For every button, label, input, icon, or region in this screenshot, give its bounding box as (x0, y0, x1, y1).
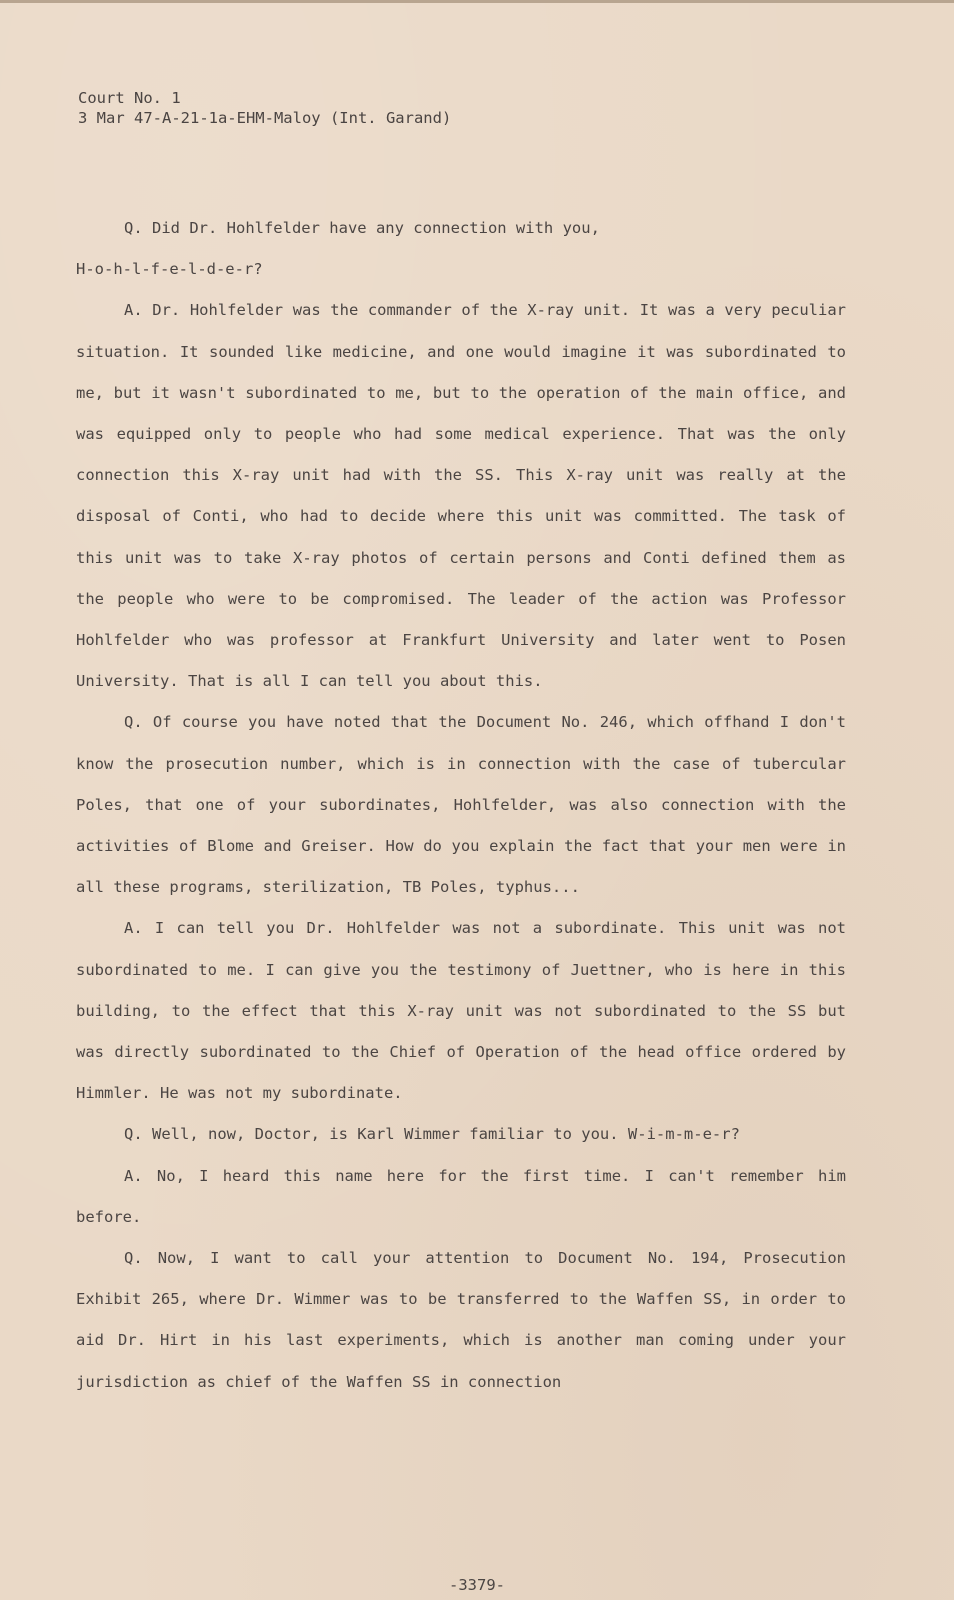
answer-wimmer: A. No, I heard this name here for the first time. I can't remember him before. (76, 1166, 846, 1226)
question-document-194: Q. Now, I want to call your attention to Document No. 194, Prosecution Exhibit 265, where Dr. Wimmer was to be transferred to the Waffen SS, in order to aid Dr. Hirt in his last experiments, which is another man coming under your jurisdiction as chief of the Waffen SS in connection (76, 1249, 846, 1391)
spelling-hohlfelder: H-o-h-l-f-e-l-d-e-r? (76, 260, 263, 279)
question-document-246: Q. Of course you have noted that the Document No. 246, which offhand I don't know the prosecution number, which is in connection with the case of tubercular Poles, that one of your subordinates, Hohlfelder, was also connection with the activities of Blome and Greiser. How do you explain the fact that your men were in all these programs, sterilization, TB Poles, typhus... (76, 713, 846, 897)
page-number: -3379- (449, 1576, 505, 1594)
answer-not-subordinate: A. I can tell you Dr. Hohlfelder was not a subordinate. This unit was not subordinated to me. I can give you the testimony of Juettner, who is here in this building, to the effect that this X-ray unit was not subordinated to the SS but was directly subordinated to the Chief of Operation of the head office ordered by Himmler. He was not my subordinate. (76, 919, 846, 1103)
document-header (78, 88, 451, 128)
page-top-edge (0, 0, 954, 3)
session-line: 3 Mar 47-A-21-1a-EHM-Maloy (Int. Garand) (78, 109, 452, 127)
question-hohlfelder: Q. Did Dr. Hohlfelder have any connection with you, (124, 219, 600, 237)
question-wimmer: Q. Well, now, Doctor, is Karl Wimmer familiar to you. W-i-m-m-e-r? (124, 1125, 740, 1144)
transcript-body (76, 208, 846, 1403)
answer-xray-unit: A. Dr. Hohlfelder was the commander of the X-ray unit. It was a very peculiar situation. It sounded like medicine, and one would imagine it was subordinated to me, but it wasn't subordinated to me, but to the operation of the main office, and was equipped only to people who had some medical experience. That was the only connection this X-ray unit had with the SS. This X-ray unit was really at the disposal of Conti, who had to decide where this unit was committed. The task of this unit was to take X-ray photos of certain persons and Conti defined them as the people who were to be compromised. The leader of the action was Professor Hohlfelder who was professor at Frankfurt University and later went to Posen University. That is all I can tell you about this. (76, 301, 846, 691)
court-line: Court No. 1 (78, 89, 181, 107)
